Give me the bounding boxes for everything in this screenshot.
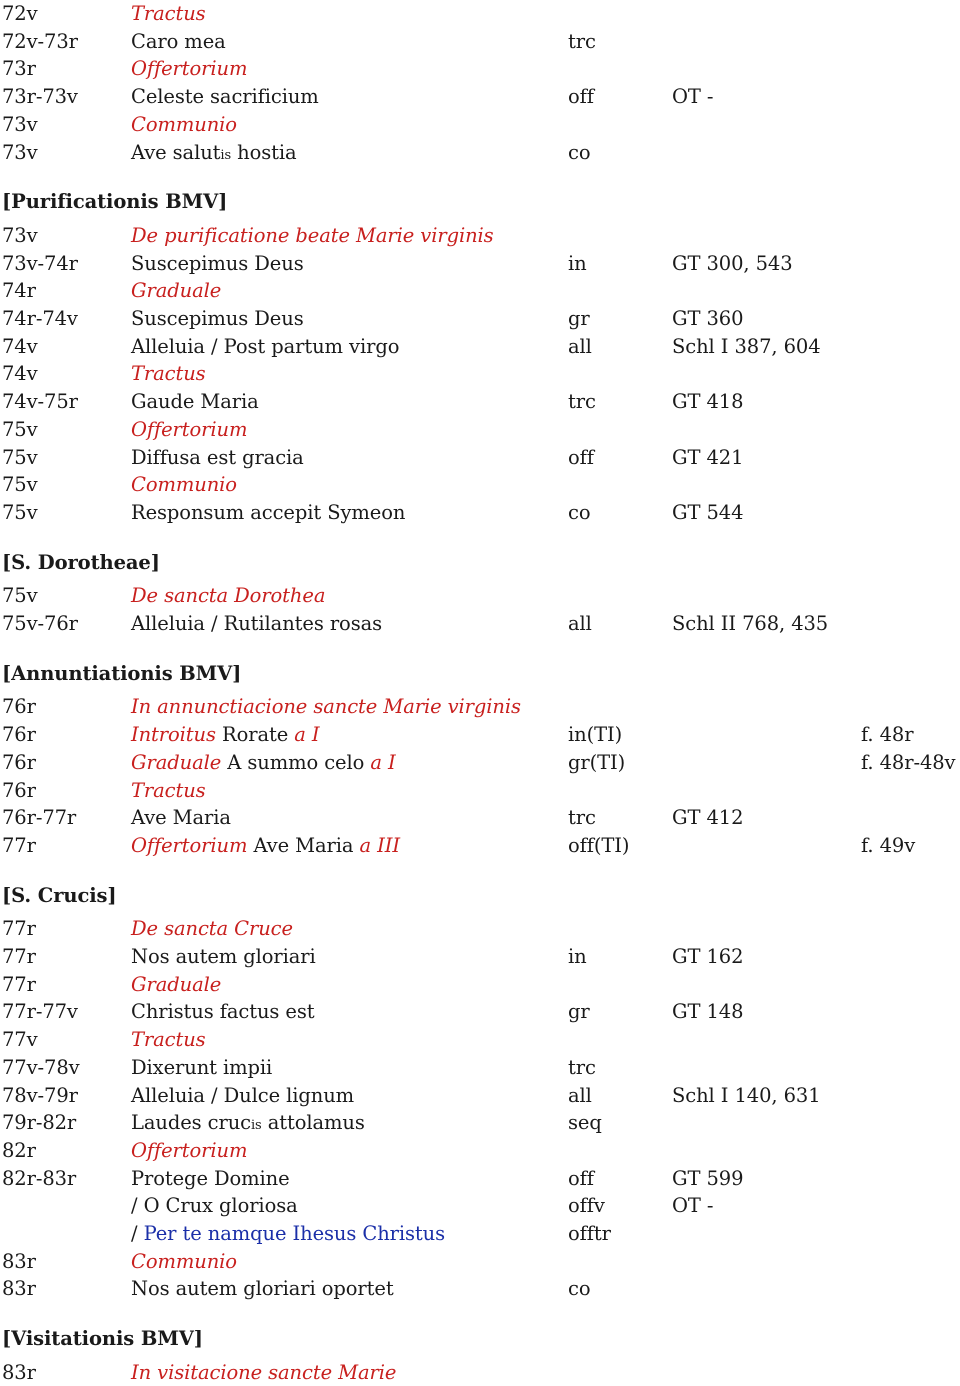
section-heading-text: [Purificationis BMV] bbox=[2, 190, 228, 214]
folio-cell: 75v bbox=[2, 500, 38, 524]
folio-cell: 74v bbox=[2, 362, 38, 386]
genre-cell: offv bbox=[568, 1194, 605, 1218]
text-segment: Tractus bbox=[131, 778, 206, 802]
text-segment: Ave Maria bbox=[131, 806, 231, 830]
folio-cell: 75v bbox=[2, 445, 38, 469]
chant-text-cell bbox=[131, 693, 521, 720]
section-heading bbox=[0, 188, 960, 215]
reference-cell: GT 412 bbox=[672, 806, 744, 830]
folio-cell: 77v bbox=[2, 1028, 38, 1052]
text-segment: Celeste sacrificium bbox=[131, 85, 319, 109]
folio-cell: 76r bbox=[2, 778, 36, 802]
folio-cell: 76r bbox=[2, 695, 36, 719]
chant-text-cell bbox=[131, 471, 237, 498]
folio-cell: 79r-82r bbox=[2, 1111, 77, 1135]
text-segment: Tractus bbox=[131, 1028, 206, 1052]
table-row bbox=[0, 28, 960, 55]
table-row bbox=[0, 1192, 960, 1219]
text-segment: a I bbox=[370, 750, 396, 774]
reference-cell: GT 599 bbox=[672, 1166, 744, 1190]
table-row bbox=[0, 277, 960, 304]
table-row bbox=[0, 139, 960, 166]
genre-cell: all bbox=[568, 612, 592, 635]
reference-cell: Schl I 387, 604 bbox=[672, 334, 821, 358]
table-row bbox=[0, 0, 960, 27]
section-heading bbox=[0, 882, 960, 909]
text-segment: Gaude Maria bbox=[131, 390, 259, 414]
folio-cell: 75v-76r bbox=[2, 612, 78, 635]
folio-cell: 77r bbox=[2, 833, 36, 857]
table-row bbox=[0, 388, 960, 415]
text-segment: Diffusa est gracia bbox=[131, 445, 304, 469]
folio-cell: 74v-75r bbox=[2, 390, 78, 414]
chant-text-cell bbox=[131, 83, 319, 110]
section-heading bbox=[0, 1325, 960, 1352]
table-row bbox=[0, 610, 960, 637]
reference-cell: GT 360 bbox=[672, 307, 744, 330]
text-segment: Graduale bbox=[131, 750, 222, 774]
table-row bbox=[0, 1248, 960, 1275]
folio-cell: 83r bbox=[2, 1360, 36, 1384]
chant-text-cell bbox=[131, 111, 237, 138]
folio-cell: 77r bbox=[2, 917, 36, 941]
chant-text-cell bbox=[131, 0, 206, 27]
table-row bbox=[0, 222, 960, 249]
table-row bbox=[0, 333, 960, 360]
text-segment: Offertorium bbox=[131, 833, 248, 857]
folio-cell: 73v-74r bbox=[2, 251, 78, 275]
folio-cell: 73r bbox=[2, 57, 36, 81]
folio-cell: 73r-73v bbox=[2, 85, 78, 109]
text-segment: Dixerunt impii bbox=[131, 1055, 273, 1079]
text-segment: is bbox=[220, 147, 232, 163]
text-segment: Suscepimus Deus bbox=[131, 251, 304, 275]
genre-cell: gr bbox=[568, 1000, 590, 1024]
genre-cell: seq bbox=[568, 1111, 602, 1135]
text-segment: Suscepimus Deus bbox=[131, 307, 304, 330]
chant-text-cell bbox=[131, 1137, 247, 1164]
text-segment: Rorate bbox=[215, 723, 295, 747]
text-segment: / O Crux gloriosa bbox=[131, 1194, 298, 1218]
chant-text-cell bbox=[131, 943, 316, 970]
text-segment: De purificatione beate Marie virginis bbox=[131, 223, 494, 247]
chant-text-cell bbox=[131, 832, 400, 859]
text-segment: Christus factus est bbox=[131, 1000, 315, 1024]
text-segment: Responsum accepit Symeon bbox=[131, 500, 406, 524]
text-segment: A summo celo bbox=[221, 750, 371, 774]
section-heading bbox=[0, 660, 960, 687]
table-row bbox=[0, 499, 960, 526]
text-segment: Alleluia / Dulce lignum bbox=[131, 1083, 355, 1107]
folio-cell: 83r bbox=[2, 1277, 36, 1301]
genre-cell: trc bbox=[568, 29, 596, 53]
genre-cell: gr(TI) bbox=[568, 750, 626, 774]
text-segment: Alleluia / Rutilantes rosas bbox=[131, 612, 383, 635]
chant-text-cell bbox=[131, 305, 304, 332]
table-row bbox=[0, 1220, 960, 1247]
chant-text-cell bbox=[131, 333, 399, 360]
table-row bbox=[0, 444, 960, 471]
cross-reference-cell: f. 48r-48v bbox=[861, 750, 956, 774]
text-segment: a III bbox=[359, 833, 400, 857]
folio-cell: 76r bbox=[2, 723, 36, 747]
text-segment: Caro mea bbox=[131, 29, 226, 53]
chant-text-cell bbox=[131, 277, 221, 304]
chant-text-cell bbox=[131, 777, 206, 804]
text-segment: Ave salut bbox=[131, 140, 221, 164]
text-segment: De sancta Dorothea bbox=[131, 584, 326, 608]
chant-text-cell bbox=[131, 388, 259, 415]
reference-cell: GT 162 bbox=[672, 945, 744, 968]
table-row bbox=[0, 832, 960, 859]
genre-cell: in bbox=[568, 251, 587, 275]
folio-cell: 83r bbox=[2, 1249, 36, 1273]
folio-cell: 78v-79r bbox=[2, 1083, 78, 1107]
table-row bbox=[0, 1275, 960, 1302]
table-row bbox=[0, 749, 960, 776]
table-row bbox=[0, 693, 960, 720]
genre-cell: all bbox=[568, 334, 592, 358]
folio-cell: 73v bbox=[2, 112, 38, 136]
table-row bbox=[0, 416, 960, 443]
text-segment: Graduale bbox=[131, 972, 222, 996]
folio-cell: 74r-74v bbox=[2, 307, 78, 330]
genre-cell: trc bbox=[568, 390, 596, 414]
chant-text-cell bbox=[131, 55, 247, 82]
genre-cell: co bbox=[568, 1277, 591, 1301]
table-row bbox=[0, 83, 960, 110]
genre-cell: trc bbox=[568, 1055, 596, 1079]
text-segment: is bbox=[251, 1118, 262, 1134]
table-row bbox=[0, 721, 960, 748]
reference-cell: OT - bbox=[672, 1194, 714, 1218]
text-segment: In visitacione sancte Marie bbox=[131, 1360, 397, 1384]
section-heading-text: [S. Dorotheae] bbox=[2, 550, 160, 574]
folio-cell: 77r-77v bbox=[2, 1000, 78, 1024]
text-segment: Ave Maria bbox=[247, 833, 360, 857]
chant-text-cell bbox=[131, 610, 382, 637]
table-row bbox=[0, 305, 960, 332]
text-segment: Communio bbox=[131, 473, 237, 497]
cross-reference-cell: f. 49v bbox=[861, 833, 916, 857]
chant-text-cell bbox=[131, 915, 293, 942]
genre-cell: off(TI) bbox=[568, 833, 630, 857]
chant-text-cell bbox=[131, 1275, 394, 1302]
folio-cell: 77v-78v bbox=[2, 1055, 80, 1079]
chant-text-cell bbox=[131, 416, 247, 443]
folio-cell: 73v bbox=[2, 140, 38, 164]
table-row bbox=[0, 943, 960, 970]
genre-cell: offtr bbox=[568, 1222, 611, 1245]
reference-cell: Schl I 140, 631 bbox=[672, 1083, 821, 1107]
table-row bbox=[0, 1137, 960, 1164]
cross-reference-cell: f. 48r bbox=[861, 723, 914, 747]
chant-text-cell bbox=[131, 444, 304, 471]
folio-cell: 72v bbox=[2, 2, 38, 25]
chant-text-cell bbox=[131, 499, 405, 526]
text-segment: Protege Domine bbox=[131, 1166, 290, 1190]
folio-cell: 74v bbox=[2, 334, 38, 358]
chant-text-cell bbox=[131, 222, 494, 249]
chant-text-cell bbox=[131, 721, 319, 748]
folio-cell: 75v bbox=[2, 473, 38, 497]
reference-cell: GT 148 bbox=[672, 1000, 744, 1024]
table-row bbox=[0, 360, 960, 387]
folio-cell: 77r bbox=[2, 972, 36, 996]
genre-cell: trc bbox=[568, 806, 596, 830]
chant-text-cell bbox=[131, 971, 221, 998]
section-heading-text: [S. Crucis] bbox=[2, 883, 117, 907]
text-segment: / bbox=[131, 1222, 144, 1245]
chant-text-cell bbox=[131, 998, 315, 1025]
chant-text-cell bbox=[131, 1165, 290, 1192]
chant-text-cell bbox=[131, 1220, 445, 1247]
reference-cell: Schl II 768, 435 bbox=[672, 612, 829, 635]
text-segment: Laudes cruc bbox=[131, 1111, 251, 1135]
table-row bbox=[0, 250, 960, 277]
table-row bbox=[0, 998, 960, 1025]
table-row bbox=[0, 582, 960, 609]
table-row bbox=[0, 1109, 960, 1136]
folio-cell: 75v bbox=[2, 584, 38, 608]
chant-text-cell bbox=[131, 139, 297, 169]
table-row bbox=[0, 1359, 960, 1386]
folio-cell: 73v bbox=[2, 223, 38, 247]
chant-text-cell bbox=[131, 1082, 354, 1109]
chant-text-cell bbox=[131, 1359, 396, 1386]
chant-text-cell bbox=[131, 1192, 298, 1219]
table-row bbox=[0, 1054, 960, 1081]
section-heading-text: [Annuntiationis BMV] bbox=[2, 661, 242, 685]
chant-text-cell bbox=[131, 1026, 206, 1053]
genre-cell: gr bbox=[568, 307, 590, 330]
genre-cell: in(TI) bbox=[568, 723, 623, 747]
chant-text-cell bbox=[131, 1248, 237, 1275]
genre-cell: off bbox=[568, 445, 594, 469]
table-row bbox=[0, 915, 960, 942]
genre-cell: co bbox=[568, 500, 591, 524]
text-segment: De sancta Cruce bbox=[131, 917, 293, 941]
text-segment: Alleluia / Post partum virgo bbox=[131, 334, 400, 358]
chant-text-cell bbox=[131, 250, 304, 277]
folio-cell: 76r-77r bbox=[2, 806, 77, 830]
chant-text-cell bbox=[131, 360, 206, 387]
text-segment: In annunctiacione sancte Marie virginis bbox=[131, 695, 521, 719]
chant-text-cell bbox=[131, 804, 231, 831]
folio-cell: 75v bbox=[2, 417, 38, 441]
genre-cell: off bbox=[568, 1166, 594, 1190]
folio-cell: 82r-83r bbox=[2, 1166, 77, 1190]
text-segment: Communio bbox=[131, 112, 237, 136]
text-segment: Offertorium bbox=[131, 1138, 248, 1162]
table-row bbox=[0, 804, 960, 831]
reference-cell: GT 300, 543 bbox=[672, 251, 793, 275]
table-row bbox=[0, 55, 960, 82]
chant-text-cell bbox=[131, 1054, 272, 1081]
section-heading-text: [Visitationis BMV] bbox=[2, 1327, 203, 1351]
chant-text-cell bbox=[131, 582, 325, 609]
chant-text-cell bbox=[131, 749, 396, 776]
folio-cell: 82r bbox=[2, 1138, 36, 1162]
table-row bbox=[0, 971, 960, 998]
reference-cell: GT 418 bbox=[672, 390, 744, 414]
text-segment: a I bbox=[294, 723, 320, 747]
chant-text-cell bbox=[131, 28, 226, 55]
text-segment: Per te namque Ihesus Christus bbox=[143, 1222, 446, 1245]
text-segment: Introitus bbox=[131, 723, 216, 747]
folio-cell: 72v-73r bbox=[2, 29, 78, 53]
genre-cell: in bbox=[568, 945, 587, 968]
chant-text-cell bbox=[131, 1109, 365, 1139]
text-segment: hostia bbox=[231, 140, 297, 164]
folio-cell: 74r bbox=[2, 279, 36, 303]
text-segment: Graduale bbox=[131, 279, 222, 303]
genre-cell: all bbox=[568, 1083, 592, 1107]
genre-cell: off bbox=[568, 85, 594, 109]
genre-cell: co bbox=[568, 140, 591, 164]
section-heading bbox=[0, 549, 960, 576]
table-row bbox=[0, 111, 960, 138]
reference-cell: OT - bbox=[672, 85, 714, 109]
folio-cell: 76r bbox=[2, 750, 36, 774]
text-segment: attolamus bbox=[261, 1111, 365, 1135]
reference-cell: GT 421 bbox=[672, 445, 744, 469]
text-segment: Nos autem gloriari oportet bbox=[131, 1277, 394, 1301]
table-row bbox=[0, 1082, 960, 1109]
text-segment: Offertorium bbox=[131, 57, 248, 81]
reference-cell: GT 544 bbox=[672, 500, 744, 524]
text-segment: Communio bbox=[131, 1249, 237, 1273]
text-segment: Nos autem gloriari bbox=[131, 945, 316, 968]
table-row bbox=[0, 1026, 960, 1053]
table-row bbox=[0, 777, 960, 804]
table-row bbox=[0, 471, 960, 498]
table-row bbox=[0, 1165, 960, 1192]
folio-cell: 77r bbox=[2, 945, 36, 968]
text-segment: Offertorium bbox=[131, 417, 248, 441]
text-segment: Tractus bbox=[131, 2, 206, 25]
text-segment: Tractus bbox=[131, 362, 206, 386]
